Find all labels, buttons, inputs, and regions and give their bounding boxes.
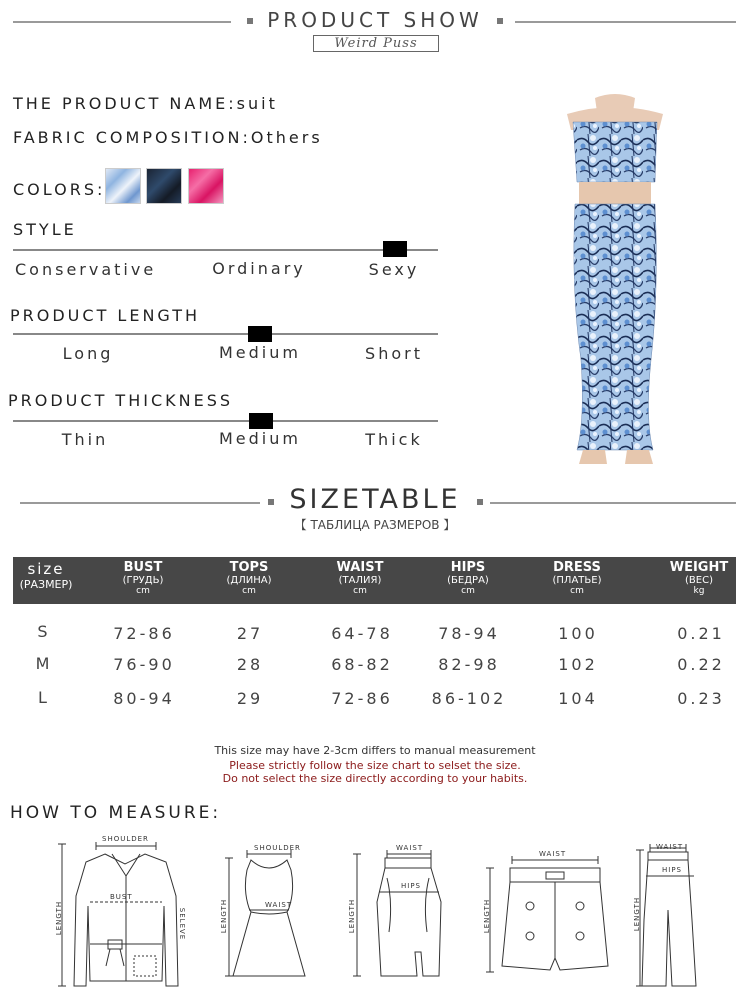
- color-swatch-light-blue[interactable]: [105, 168, 141, 204]
- dress-shoulder-label: SHOULDER: [254, 844, 301, 852]
- col-dress-sub: (ПЛАТЬЕ): [552, 575, 602, 586]
- how-to-measure-title: HOW TO MEASURE:: [10, 803, 222, 823]
- thickness-marker: [249, 413, 273, 429]
- jacket-bust-label: BUST: [110, 893, 133, 901]
- note-habits: Do not select the size directly according to your habits.: [222, 772, 528, 785]
- style-option-conservative: Conservative: [15, 260, 157, 279]
- mannequin-midriff: [579, 182, 651, 204]
- shorts-outline-icon: [480, 846, 620, 976]
- pants-hips-label: HIPS: [662, 866, 682, 874]
- cell-size: S: [37, 622, 51, 641]
- length-scale-line: [13, 333, 438, 335]
- product-photo: [555, 90, 675, 468]
- col-hips-sub: (БЕДРА): [447, 575, 489, 586]
- pants-length-label: LENGTH: [633, 896, 642, 932]
- thickness-scale-line: [13, 420, 438, 422]
- col-hips: [418, 557, 518, 604]
- col-waist-unit: cm: [353, 586, 367, 596]
- col-bust-unit: cm: [136, 586, 150, 596]
- style-scale-line: [13, 249, 438, 251]
- colors-label: COLORS:: [13, 180, 106, 199]
- col-waist: [310, 557, 410, 604]
- cell-tops: 27: [236, 624, 264, 643]
- dress-waist-label: WAIST: [265, 901, 293, 909]
- col-weight-sub: (ВЕС): [685, 575, 713, 586]
- col-bust-label: BUST: [123, 560, 163, 575]
- pants-diagram: [622, 840, 712, 990]
- cell-hips: 86-102: [431, 689, 507, 708]
- shorts-waist-label: WAIST: [539, 850, 567, 858]
- brand-tag: Weird Puss: [313, 35, 439, 52]
- note-follow-chart: Please strictly follow the size chart to selset the size.: [229, 759, 521, 772]
- cell-size: L: [38, 688, 50, 707]
- cell-dress: 104: [558, 689, 598, 708]
- length-option-medium: Medium: [219, 343, 301, 362]
- dress-outline-icon: [215, 842, 315, 982]
- cell-weight: 0.21: [677, 624, 725, 643]
- fabric-composition: FABRIC COMPOSITION:Others: [13, 128, 323, 147]
- thickness-option-thin: Thin: [61, 430, 109, 449]
- cell-waist: 72-86: [331, 689, 393, 708]
- jacket-length-label: LENGTH: [55, 900, 64, 936]
- col-weight-unit: kg: [693, 586, 705, 596]
- skirt-hips-label: HIPS: [401, 882, 421, 890]
- col-tops-unit: cm: [242, 586, 256, 596]
- col-tops-label: TOPS: [229, 560, 269, 575]
- color-swatch-navy[interactable]: [146, 168, 182, 204]
- col-tops-sub: (ДЛИНА): [226, 575, 272, 586]
- header-dot-right: [497, 18, 503, 24]
- thickness-option-medium: Medium: [219, 429, 301, 448]
- header-rule-right: [515, 21, 736, 23]
- cell-waist: 64-78: [331, 624, 393, 643]
- mannequin-foot-left: [579, 450, 607, 464]
- dress-diagram: [215, 842, 315, 982]
- skirt-waist-label: WAIST: [396, 844, 424, 852]
- style-title: STYLE: [13, 220, 77, 239]
- skirt-length-label: LENGTH: [348, 898, 357, 934]
- cell-bust: 72-86: [113, 624, 175, 643]
- cell-bust: 76-90: [113, 655, 175, 674]
- cell-tops: 28: [236, 655, 264, 674]
- cell-size: M: [35, 654, 53, 673]
- dress-length-label: LENGTH: [220, 898, 229, 934]
- sizetable-rule-right: [490, 502, 736, 504]
- col-size-label: size: [27, 560, 65, 578]
- cell-dress: 102: [558, 655, 598, 674]
- col-weight-label: WEIGHT: [669, 560, 729, 575]
- col-bust: [93, 557, 193, 604]
- col-waist-label: WAIST: [336, 560, 384, 575]
- shorts-length-label: LENGTH: [483, 898, 492, 934]
- mannequin-foot-right: [625, 450, 653, 464]
- length-option-short: Short: [365, 344, 423, 363]
- note-measurement: This size may have 2-3cm differs to manual measurement: [214, 744, 536, 757]
- jacket-diagram: [50, 836, 200, 996]
- col-size-sub: (РАЗМЕР): [19, 578, 73, 591]
- col-tops: [199, 557, 299, 604]
- length-option-long: Long: [62, 344, 114, 363]
- pants-waist-label: WAIST: [656, 843, 684, 851]
- product-name: THE PRODUCT NAME:suit: [13, 94, 278, 113]
- cell-dress: 100: [558, 624, 598, 643]
- skirt-diagram: [343, 842, 453, 982]
- shorts-diagram: [480, 846, 620, 976]
- col-bust-sub: (ГРУДЬ): [122, 575, 164, 586]
- col-size: [13, 557, 79, 604]
- style-option-ordinary: Ordinary: [212, 259, 306, 278]
- sizetable-dot-right: [477, 499, 483, 505]
- crop-top: [573, 122, 657, 182]
- jacket-shoulder-label: SHOULDER: [102, 835, 149, 843]
- col-hips-label: HIPS: [450, 560, 486, 575]
- col-dress-label: DRESS: [553, 560, 601, 575]
- col-waist-sub: (ТАЛИЯ): [338, 575, 382, 586]
- maxi-skirt: [574, 204, 656, 450]
- length-title: PRODUCT LENGTH: [10, 306, 201, 325]
- cell-hips: 78-94: [438, 624, 500, 643]
- style-marker: [383, 241, 407, 257]
- col-hips-unit: cm: [461, 586, 475, 596]
- size-table-header: [13, 557, 736, 604]
- thickness-option-thick: Thick: [365, 430, 423, 449]
- cell-hips: 82-98: [438, 655, 500, 674]
- sizetable-subtitle: 【 ТАБЛИЦА РАЗМЕРОВ 】: [294, 518, 456, 532]
- style-option-sexy: Sexy: [368, 260, 420, 279]
- col-dress: [527, 557, 627, 604]
- length-marker: [248, 326, 272, 342]
- cell-weight: 0.23: [677, 689, 725, 708]
- skirt-outline-icon: [343, 842, 453, 982]
- thickness-title: PRODUCT THICKNESS: [8, 391, 233, 410]
- cell-weight: 0.22: [677, 655, 725, 674]
- cell-waist: 68-82: [331, 655, 393, 674]
- sizetable-title: SIZETABLE: [289, 484, 461, 515]
- color-swatch-pink[interactable]: [188, 168, 224, 204]
- col-dress-unit: cm: [570, 586, 584, 596]
- page-title: PRODUCT SHOW: [267, 8, 483, 32]
- jacket-sleeve-label: SELEVE: [178, 907, 187, 941]
- cell-tops: 29: [236, 689, 264, 708]
- col-weight: [649, 557, 749, 604]
- cell-bust: 80-94: [113, 689, 175, 708]
